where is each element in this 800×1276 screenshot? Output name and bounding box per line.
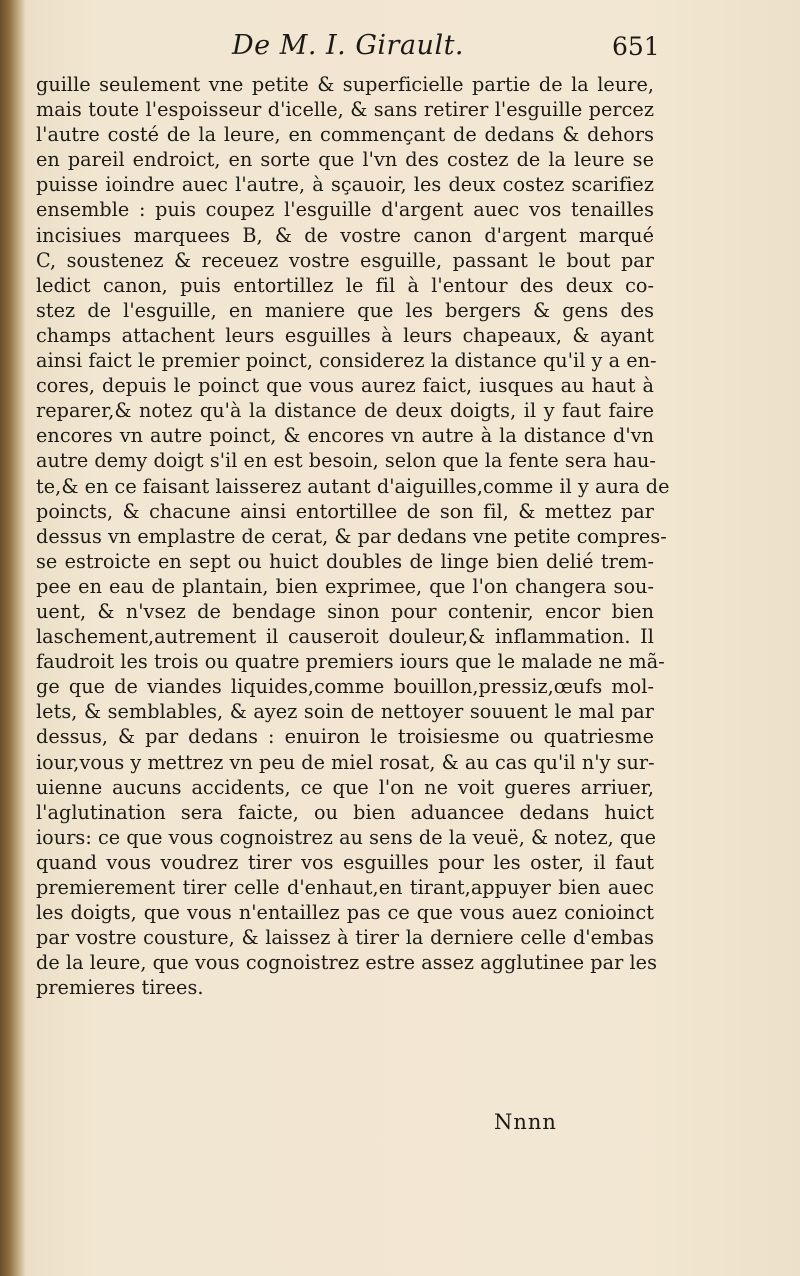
text-line: cores, depuis le poinct que vous aurez faict, iusques au haut à	[36, 374, 654, 398]
text-line: quand vous voudrez tirer vos esguilles pour les oster, il faut	[36, 850, 654, 874]
text-line: dessus, & par dedans : enuiron le troisiesme ou quatriesme	[36, 725, 654, 749]
page-header	[0, 30, 800, 70]
text-line: iour,vous y mettrez vn peu de miel rosat, & au cas qu'il n'y sur-	[36, 750, 655, 774]
text-line: les doigts, que vous n'entaillez pas ce que vous auez conioinct	[36, 901, 654, 925]
text-line: de la leure, que vous cognoistrez estre assez agglutinee par les	[36, 951, 657, 975]
text-line: faudroit les trois ou quatre premiers iours que le malade ne mã-	[36, 650, 665, 674]
text-line: reparer,& notez qu'à la distance de deux doigts, il y faut faire	[36, 399, 654, 423]
text-line: uent, & n'vsez de bendage sinon pour contenir, encor bien	[36, 599, 654, 623]
text-line: ge que de viandes liquides,comme bouillon,pressiz,œufs mol-	[36, 675, 654, 699]
page-number: 651	[612, 32, 660, 61]
signature-mark: Nnnn	[494, 1110, 557, 1134]
text-line: par vostre cousture, & laissez à tirer la derniere celle d'embas	[36, 926, 654, 950]
text-line: se estroicte en sept ou huict doubles de linge bien delié trem-	[36, 549, 654, 573]
text-line: guille seulement vne petite & superficielle partie de la leure,	[36, 73, 654, 96]
text-line: encores vn autre poinct, & encores vn autre à la distance d'vn	[36, 424, 654, 448]
text-line: poincts, & chacune ainsi entortillee de son fil, & mettez par	[36, 499, 654, 523]
text-line: pee en eau de plantain, bien exprimee, que l'on changera sou-	[36, 574, 654, 598]
text-line: champs attachent leurs esguilles à leurs chapeaux, & ayant	[36, 323, 654, 347]
text-line: dessus vn emplastre de cerat, & par dedans vne petite compres-	[36, 524, 667, 548]
text-line: premierement tirer celle d'enhaut,en tirant,appuyer bien auec	[36, 876, 654, 899]
text-line: l'aglutination sera faicte, ou bien aduancee dedans huict	[36, 800, 654, 824]
text-line: stez de l'esguille, en maniere que les bergers & gens des	[36, 298, 654, 322]
text-line: mais toute l'espoisseur d'icelle, & sans retirer l'esguille percez	[36, 98, 654, 122]
text-line: incisiues marquees B, & de vostre canon d'argent marqué	[36, 223, 654, 247]
text-line: l'autre costé de la leure, en commençant de dedans & dehors	[36, 123, 654, 147]
binding-edge	[0, 0, 26, 1276]
text-line: en pareil endroict, en sorte que l'vn des costez de la leure se	[36, 148, 654, 172]
text-line: premieres tirees.	[36, 976, 204, 1000]
body-text	[36, 72, 670, 1000]
text-line: lets, & semblables, & ayez soin de nettoyer souuent le mal par	[36, 700, 654, 724]
text-line: ledict canon, puis entortillez le fil à l'entour des deux co-	[36, 273, 654, 297]
text-line: ensemble : puis coupez l'esguille d'argent auec vos tenailles	[36, 198, 654, 222]
text-line: C, soustenez & receuez vostre esguille, passant le bout par	[36, 248, 654, 272]
text-line: iours: ce que vous cognoistrez au sens de la veuë, & notez, que	[36, 825, 657, 849]
text-line: autre demy doigt s'il en est besoin, selon que la fente sera hau-	[36, 449, 656, 473]
text-line: ainsi faict le premier poinct, considerez la distance qu'il y a en-	[36, 349, 657, 373]
text-line: uienne aucuns accidents, ce que l'on ne voit gueres arriuer,	[36, 775, 654, 799]
running-head: De M. I. Girault.	[232, 30, 465, 61]
text-line: puisse ioindre auec l'autre, à sçauoir, les deux costez scarifiez	[36, 173, 654, 197]
text-line: te,& en ce faisant laisserez autant d'aiguilles,comme il y aura de	[36, 474, 670, 498]
text-line: laschement,autrement il causeroit douleur,& inflammation. Il	[36, 625, 654, 649]
